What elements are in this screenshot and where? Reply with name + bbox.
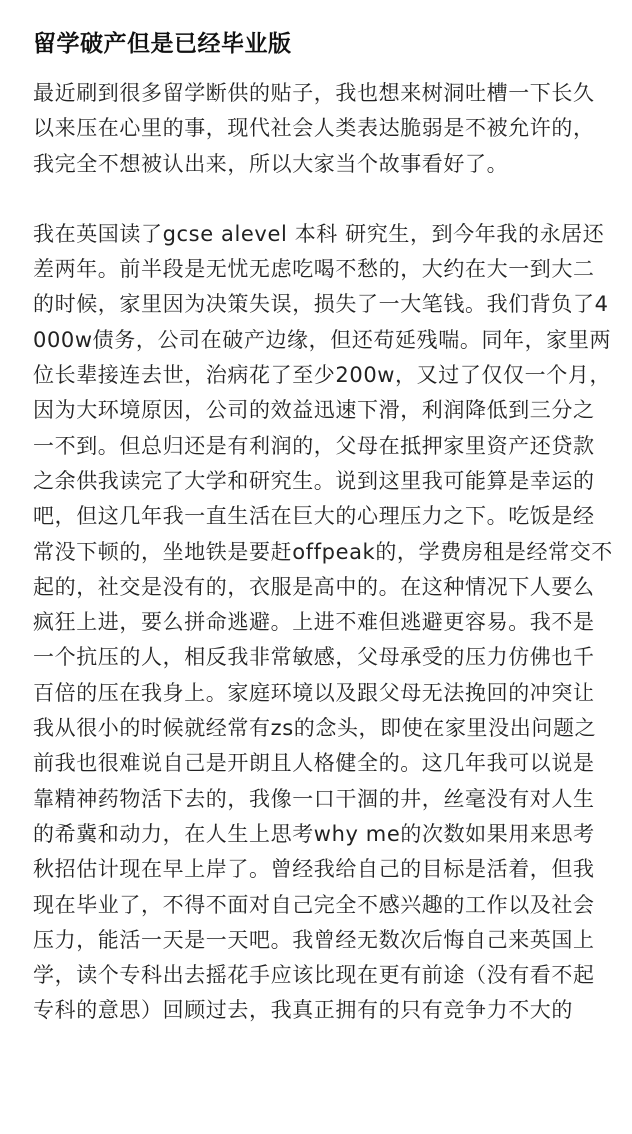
post	[33, 26, 613, 1029]
post-title: 留学破产但是已经毕业版	[33, 31, 292, 57]
post-paragraph-story: 我在英国读了gcse alevel 本科 研究生，到今年我的永居还差两年。前半段是无忧无虑吃喝不愁的，大约在大一到大二的时候，家里因为决策失误，损失了一大笔钱。我们背负了4000w债务，公司在破产边缘，但还苟延残喘。同年，家里两位长辈接连去世，治病花了至少200w，又过了仅仅一个月，因为大环境原因，公司的效益迅速下滑，利润降低到三分之一不到。但总归还是有利润的，父母在抵押家里资产还贷款之余供我读完了大学和研究生。说到这里我可能算是幸运的吧，但这几年我一直生活在巨大的心理压力之下。吃饭是经常没下顿的，坐地铁是要赶offpeak的，学费房租是经常交不起的，社交是没有的，衣服是高中的。在这种情况下人要么疯狂上进，要么拼命逃避。上进不难但逃避更容易。我不是一个抗压的人，相反我非常敏感，父母承受的压力仿佛也千百倍的压在我身上。家庭环境以及跟父母无法挽回的冲突让我从很小的时候就经常有zs的念头，即使在家里没出问题之前我也很难说自己是开朗且人格健全的。这几年我可以说是靠精神药物活下去的，我像一口干涸的井，丝毫没有对人生的希冀和动力，在人生上思考why me的次数如果用来思考秋招估计现在早上岸了。曾经我给自己的目标是活着，但我现在毕业了，不得不面对自己完全不感兴趣的工作以及社会压力，能活一天是一天吧。我曾经无数次后悔自己来英国上学，读个专科出去摇花手应该比现在更有前途（没有看不起专科的意思）回顾过去，我真正拥有的只有竞争力不大的	[33, 221, 613, 1023]
post-paragraph-intro: 最近刷到很多留学断供的贴子，我也想来树洞吐槽一下长久以来压在心里的事，现代社会人类表达脆弱是不被允许的，我完全不想被认出来，所以大家当个故事看好了。	[33, 81, 595, 176]
